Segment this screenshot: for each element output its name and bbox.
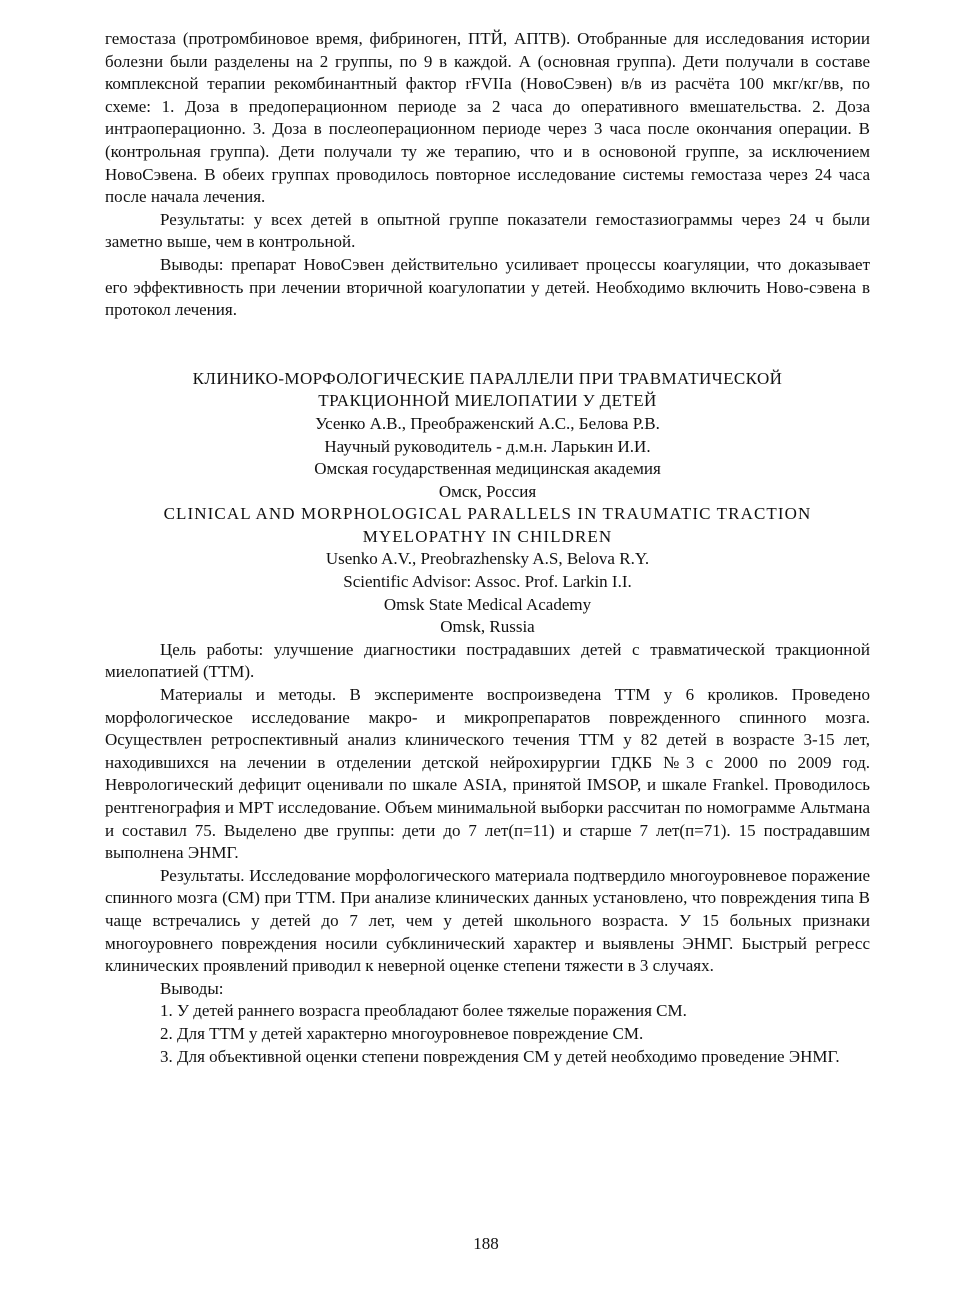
conclusion-item-3: 3. Для объективной оценки степени повреждения СМ у детей необходимо проведение ЭНМГ. xyxy=(160,1046,840,1066)
article-methods: Материалы и методы. В эксперименте воспроизведена ТТМ у 6 кроликов. Проведено морфологическое исследование макро- и микропрепаратов поврежденного спинного мозга. Осуществлен ретроспективный анализ клинического течения ТТМ у 82 детей в возрасте 3-15 лет, находившихся на лечении в отделении детской нейрохирургии ГДКБ №3 с 2000 по 2009 год. Неврологический дефицит оценивали по шкале ASIA, принятой IMSOP, и шкале Frankel. Проводилось рентгенография и МРТ исследование. Объем минимальной выборки рассчитан по номограмме Альтмана и составил 75. Выделено две группы: дети до 7 лет(п=11) и старше 7 лет(п=71). 15 пострадавшим выполнена ЭНМГ. xyxy=(105,685,870,863)
advisor-ru: Научный руководитель - д.м.н. Ларькин И.И. xyxy=(324,436,651,456)
institution-ru: Омская государственная медицинская академия xyxy=(314,459,661,479)
conclusions-label: Выводы: xyxy=(160,978,224,998)
article-title-ru-line2: ТРАКЦИОННОЙ МИЕЛОПАТИИ У ДЕТЕЙ xyxy=(318,391,657,411)
intro-paragraph-methods: гемостаза (протромбиновое время, фибриноген, ПТЙ, АПТВ). Отобранные для исследования истории болезни были разделены на 2 группы, по 9 в каждой. А (основная группа). Дети получали в составе комплексной терапии рекомбинантный фактор rFVIIa (НовоСэвен) в/в из расчёта 100 мкг/кг/вв, по схеме: 1. Доза в предоперационном периоде за 2 часа до оперативного вмешательства. 2. Доза интраоперационно. 3. Доза в послеоперационном периоде через 3 часа после окончания операции. В (контрольная группа). Дети получали ту же терапию, что и в основоной группе, за исключением НовоСэвена. В обеих группах проводилось повторное исследование системы гемостаза через 24 часа после начала лечения. xyxy=(105,29,870,207)
article-title-ru-line1: КЛИНИКО-МОРФОЛОГИЧЕСКИЕ ПАРАЛЛЕЛИ ПРИ ТРАВМАТИЧЕСКОЙ xyxy=(192,368,783,388)
intro-paragraph-conclusions: Выводы: препарат НовоСэвен действительно усиливает процессы коагуляции, что доказывает его эффективность при лечении вторичной коагулопатии у детей. Необходимо включить Ново-сэвена в протокол лечения. xyxy=(105,254,870,320)
article-results: Результаты. Исследование морфологического материала подтвердило многоуровневое поражение спинного мозга (СМ) при ТТМ. При анализе клинических данных установлено, что повреждения типа В чаще встречались у детей до 7 лет, чем у детей школьного возраста. У 15 больных признаки многоуровнего повреждения носили субклинический характер и выявлены ЭНМГ. Быстрый регресс клинических проявлений приводил к неверной оценке степени тяжести в 3 случаях. xyxy=(105,865,870,976)
section-spacer xyxy=(105,322,870,368)
intro-paragraph-results: Результаты: у всех детей в опытной группе показатели гемостазиограммы через 24 ч были заметно выше, чем в контрольной. xyxy=(105,209,870,252)
article-title-en-line1: CLINICAL AND MORPHOLOGICAL PARALLELS IN TRAUMATIC TRACTION xyxy=(163,504,812,524)
article-title-en-line2: MYELOPATHY IN CHILDREN xyxy=(362,526,613,546)
authors-en: Usenko A.V., Preobrazhensky A.S, Belova R.Y. xyxy=(325,549,650,569)
city-en: Omsk, Russia xyxy=(440,617,535,637)
conclusion-item-2: 2. Для ТТМ у детей характерно многоуровневое повреждение СМ. xyxy=(160,1023,644,1043)
institution-en: Omsk State Medical Academy xyxy=(383,594,592,614)
advisor-en: Scientific Advisor: Assoc. Prof. Larkin I.I. xyxy=(343,572,632,592)
conclusion-item-1: 1. У детей раннего возрасга преобладают более тяжелые поражения СМ. xyxy=(160,1001,687,1021)
article-aim: Цель работы: улучшение диагностики пострадавших детей с травматической тракционной миелопатией (ТТМ). xyxy=(105,639,870,682)
authors-ru: Усенко А.В., Преображенский А.С., Белова Р.В. xyxy=(315,413,660,433)
article-header xyxy=(105,368,870,639)
page-number: 188 xyxy=(473,1234,499,1253)
document-page xyxy=(105,28,870,1068)
city-ru: Омск, Россия xyxy=(438,481,537,501)
